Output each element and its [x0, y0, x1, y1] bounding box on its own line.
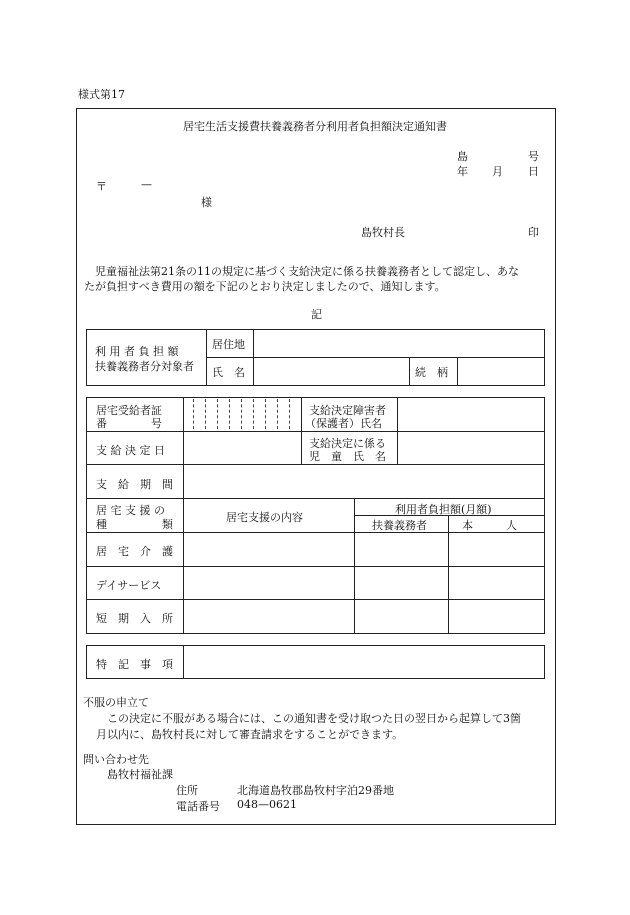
document-title: 居宅生活支援費扶養義務者分利用者負担額決定通知書: [183, 120, 447, 133]
date-month: 月: [492, 165, 503, 178]
appeal-heading: 不服の申立て: [83, 696, 149, 709]
period-label: 支 給 期 間: [96, 478, 173, 491]
contact-heading: 問い合わせ先: [83, 753, 149, 766]
seal-mark: 印: [528, 226, 539, 239]
address-label: 居住地: [212, 338, 245, 351]
contact-address: 北海道島牧郡島牧村字泊29番地: [237, 784, 394, 797]
appeal-line-1: この決定に不服がある場合には、この通知書を受け取つた日の翌日から起算して3箇: [107, 712, 521, 725]
type-label-1: 居 宅 支 援 の: [96, 504, 165, 517]
contact-dept: 島牧村福祉課: [107, 768, 173, 781]
postal-mark: 〒: [96, 180, 107, 193]
cert-label-1: 居宅受給者証: [96, 404, 162, 417]
contact-address-label: 住所: [176, 784, 198, 797]
mayor-name: 島牧村長: [361, 226, 405, 239]
decision-date-label: 支 給 決 定 日: [96, 444, 165, 457]
burden-monthly-label: 利用者負担額(月額): [395, 503, 492, 516]
child-label-2: 児 童 氏 名: [309, 450, 386, 463]
row-home-care: 居 宅 介 護: [96, 545, 173, 558]
body-line-1: 児童福祉法第21条の11の規定に基づく支給決定に係る扶養義務者として認定し、あな: [95, 265, 519, 278]
guardian-label: 扶養義務者: [372, 519, 427, 532]
date-year: 年: [457, 165, 468, 178]
date-day: 日: [528, 165, 539, 178]
name-label: 氏 名: [212, 366, 245, 379]
disabled-label-1: 支給決定障害者: [309, 404, 386, 417]
type-label-2: 種 類: [96, 518, 173, 531]
recipient-label-1: 利 用 者 負 担 額: [95, 345, 179, 358]
form-number: 様式第17: [78, 88, 125, 101]
appeal-line-2: 月以内に、島牧村長に対して審査請求をすることができます。: [96, 728, 404, 741]
number-gou: 号: [528, 150, 539, 163]
relation-label: 続 柄: [415, 366, 448, 379]
child-label-1: 支給決定に係る: [309, 437, 386, 450]
contact-tel-label: 電話番号: [176, 800, 220, 813]
recipient-label-2: 扶養義務者分対象者: [95, 360, 194, 373]
row-short-stay: 短 期 入 所: [96, 612, 173, 625]
row-day-service: デイサービス: [96, 579, 162, 592]
cert-label-2: 番 号: [96, 417, 162, 430]
contact-tel: 048—0621: [237, 798, 297, 811]
notes-label: 特 記 事 項: [96, 658, 173, 671]
ki-label: 記: [311, 308, 322, 321]
disabled-label-2: （保護者）氏名: [305, 417, 382, 430]
person-label: 本 人: [462, 519, 517, 532]
addressee-sama: 様: [201, 196, 212, 209]
body-line-2: たが負担すべき費用の額を下記のとおり決定しましたので、通知します。: [84, 280, 446, 293]
postal-dash: —: [141, 178, 152, 191]
content-label: 居宅支援の内容: [226, 511, 303, 524]
number-shima: 島: [457, 150, 468, 163]
